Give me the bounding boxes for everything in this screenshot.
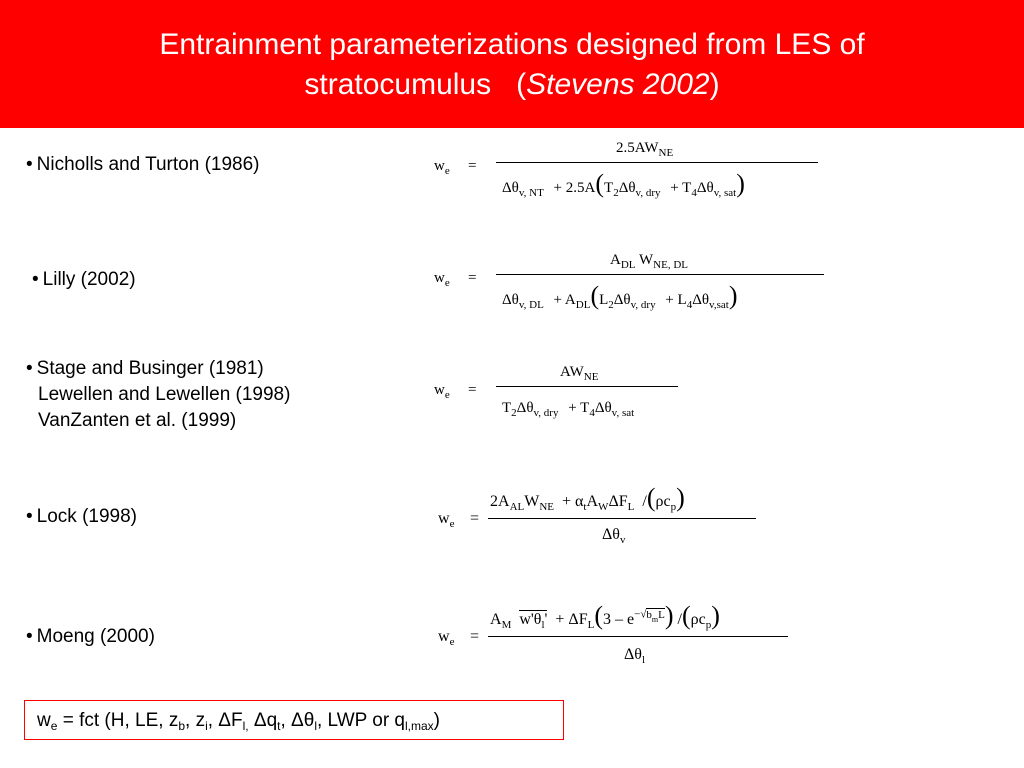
fraction-bar: [488, 518, 756, 519]
eq-lhs: $w_e$: [434, 158, 450, 177]
eq-lhs: $w_e$: [434, 382, 450, 401]
ref-stage-line-1: Stage and Businger (1981): [36, 358, 264, 379]
ref-stage: [26, 356, 290, 434]
equation-lock: [438, 483, 778, 556]
eq-numerator: $2A_{AL}W_{NE} + \alpha_tA_W\Delta F_L$ $/(\rho c_p)$: [490, 483, 685, 513]
summary-box: [24, 700, 564, 740]
overline-term: $w'\theta_l'$: [519, 611, 548, 631]
eq-numerator: $2.5AW_{NE}$: [616, 140, 674, 159]
equation-nicholls: [434, 138, 834, 208]
eq-equals: =: [468, 270, 477, 286]
ref-lock-text: Lock (1998): [36, 506, 137, 527]
eq-equals: =: [470, 628, 480, 645]
bullet: •: [26, 154, 33, 175]
eq-equals: =: [468, 382, 477, 398]
title-paren-close: ): [709, 68, 720, 101]
eq-numerator: $AW_{NE}$: [560, 364, 599, 383]
title-line-1: Entrainment parameterizations designed from LES of: [159, 28, 865, 61]
eq-equals: =: [468, 158, 477, 174]
eq-numerator: $A_M$ $w'\theta_l' + \Delta F_L(3 - e^{-√b_mL})$ $/(\rho c_p)$: [490, 601, 720, 631]
eq-denominator: $\Delta\theta_{v, DL} + A_{DL}(L_2\Delta\theta_{v, dry} + L_4\Delta\theta_{v,sat})$: [502, 281, 738, 311]
bullet: •: [32, 269, 39, 290]
ref-stage-line-2: Lewellen and Lewellen (1998): [38, 384, 291, 405]
title-paren-open: (: [516, 68, 527, 101]
ref-moeng-text: Moeng (2000): [36, 626, 155, 647]
bullet: •: [26, 626, 33, 647]
eq-numerator: $A_{DL}$ $W_{NE, DL}$: [610, 252, 688, 271]
title-line-2-text: stratocumulus: [304, 68, 492, 101]
ref-moeng: [26, 624, 155, 650]
fraction-bar: [496, 274, 824, 275]
ref-nicholls: [26, 152, 260, 178]
eq-denominator: $T_2\Delta\theta_{v, dry} + T_4\Delta\theta_{v, sat}$: [502, 400, 635, 419]
fraction-bar: [488, 636, 788, 637]
summary-text: $w_e$ = fct (H, LE, $z_b$, $z_i$, $\Delta F_{l,}$ $\Delta q_t$, $\Delta\theta_l$, LWP or $q_{l,max}$): [37, 710, 440, 733]
eq-lhs: $w_e$: [434, 270, 450, 289]
slide-title: [0, 25, 1024, 105]
ref-lilly-text: Lilly (2002): [42, 269, 136, 290]
ref-lock: [26, 504, 137, 530]
title-line-2: [0, 65, 1024, 105]
equation-lilly: [434, 250, 834, 320]
eq-lhs: $w_e$: [438, 510, 455, 530]
title-citation: Stevens 2002: [526, 68, 710, 101]
ref-lilly: [32, 267, 136, 293]
fraction-bar: [496, 386, 678, 387]
eq-denominator: $\Delta\theta_l$: [624, 646, 646, 666]
ref-nicholls-text: Nicholls and Turton (1986): [36, 154, 260, 175]
bullet: •: [26, 358, 33, 379]
equation-stage: [434, 362, 734, 432]
eq-denominator: $\Delta\theta_v$: [602, 526, 626, 546]
ref-stage-line-3: VanZanten et al. (1999): [38, 410, 237, 431]
equation-moeng: [438, 598, 798, 674]
slide-header: [0, 0, 1024, 128]
eq-equals: =: [470, 510, 480, 527]
eq-denominator: $\Delta\theta_{v, NT} + 2.5A(T_2\Delta\theta_{v, dry} + T_4\Delta\theta_{v, sat})$: [502, 169, 745, 199]
fraction-bar: [496, 162, 818, 163]
bullet: •: [26, 506, 33, 527]
eq-lhs: $w_e$: [438, 628, 455, 648]
